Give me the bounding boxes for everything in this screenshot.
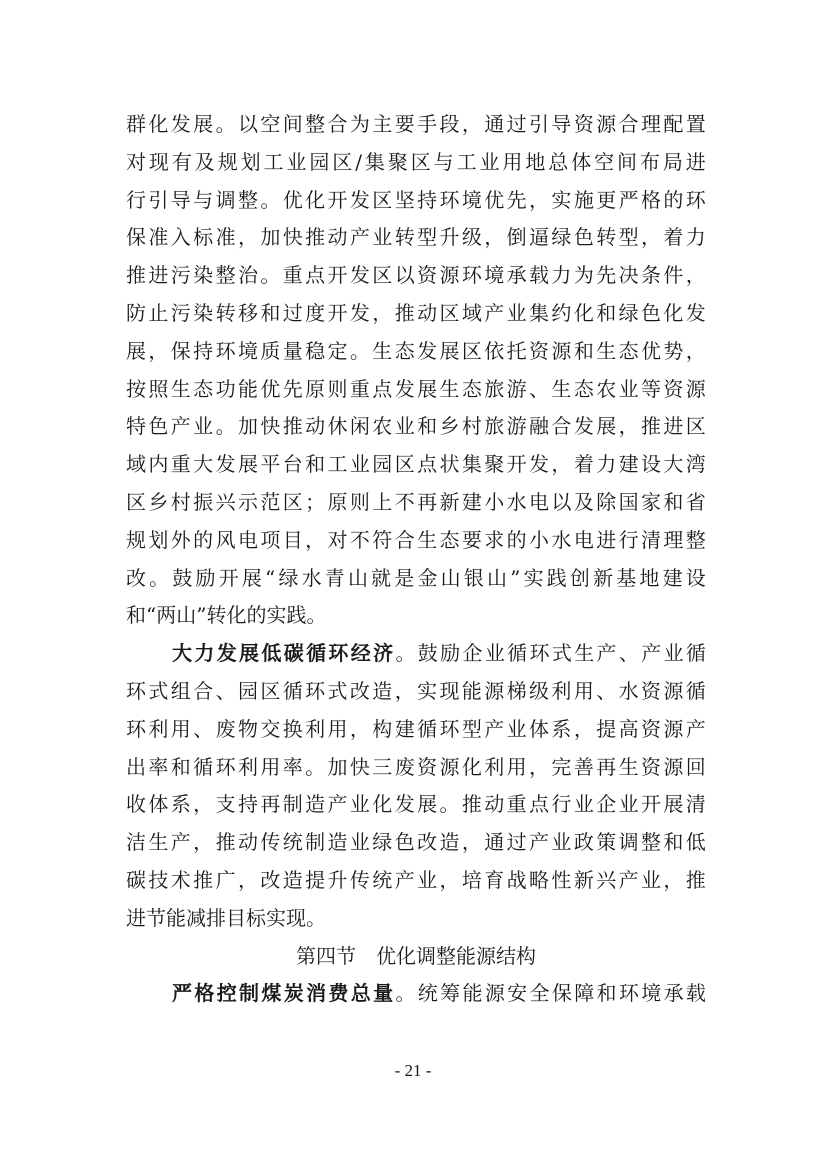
paragraph-lead-line: 大 力 发 展 低 碳 循 环 经 济 。 鼓 励 企 业 循 环 式 生 产 、 产 业 循 (172, 641, 706, 666)
paragraph-line: 进 节 能 减 排 目 标 实 现 。 (126, 905, 326, 930)
paragraph-line: 行 引 导 与 调 整 。 优 化 开 发 区 坚 持 环 境 优 先 ， 实 施 更 严 格 的 环 (126, 187, 706, 212)
paragraph-line: 域 内 重 大 发 展 平 台 和 工 业 园 区 点 状 集 聚 开 发 ， 着 力 建 设 大 湾 (126, 452, 706, 477)
paragraph-line: 对 现 有 及 规 划 工 业 园 区 / 集 聚 区 与 工 业 用 地 总 体 空 间 布 局 进 (126, 149, 706, 174)
paragraph-line: 特 色 产 业 。 加 快 推 动 休 闲 农 业 和 乡 村 旅 游 融 合 发 展 ， 推 进 区 (126, 414, 706, 439)
paragraph-line: 保 准 入 标 准 ， 加 快 推 动 产 业 转 型 升 级 ， 倒 逼 绿 色 转 型 ， 着 力 (126, 225, 706, 250)
paragraph-line: 改 。 鼓 励 开 展 “ 绿 水 青 山 就 是 金 山 银 山 ” 实 践 创 新 基 地 建 设 (126, 565, 706, 590)
paragraph-line: 规 划 外 的 风 电 项 目 ， 对 不 符 合 生 态 要 求 的 小 水 电 进 行 清 理 整 (126, 527, 706, 552)
paragraph-line: 和 “ 两 山 ” 转 化 的 实 践 。 (126, 603, 327, 628)
paragraph-lead-line: 严 格 控 制 煤 炭 消 费 总 量 。 统 筹 能 源 安 全 保 障 和 环 境 承 载 (172, 981, 706, 1006)
paragraph-line: 环 利 用 、 废 物 交 换 利 用 ， 构 建 循 环 型 产 业 体 系 ， 提 高 资 源 产 (126, 716, 706, 741)
paragraph-line: 展 ， 保 持 环 境 质 量 稳 定 。 生 态 发 展 区 依 托 资 源 和 生 态 优 势 ， (126, 338, 706, 363)
paragraph-line: 收 体 系 ， 支 持 再 制 造 产 业 化 发 展 。 推 动 重 点 行 业 企 业 开 展 清 (126, 792, 706, 817)
section-heading: 第四节 优化调整能源结构 (296, 943, 536, 968)
paragraph-line: 环 式 组 合 、 园 区 循 环 式 改 造 ， 实 现 能 源 梯 级 利 用 、 水 资 源 循 (126, 678, 706, 703)
paragraph-line: 碳 技 术 推 广 ， 改 造 提 升 传 统 产 业 ， 培 育 战 略 性 新 兴 产 业 ， 推 (126, 867, 706, 892)
body-text (126, 106, 706, 1013)
page-number: - 21 - (394, 1061, 432, 1080)
paragraph-line: 洁 生 产 ， 推 动 传 统 制 造 业 绿 色 改 造 ， 通 过 产 业 政 策 调 整 和 低 (126, 830, 706, 855)
paragraph-line: 推 进 污 染 整 治 。 重 点 开 发 区 以 资 源 环 境 承 载 力 为 先 决 条 件 ， (126, 263, 706, 288)
paragraph-line: 按 照 生 态 功 能 优 先 原 则 重 点 发 展 生 态 旅 游 、 生 态 农 业 等 资 源 (126, 376, 706, 401)
paragraph-line: 群 化 发 展 。 以 空 间 整 合 为 主 要 手 段 ， 通 过 引 导 资 源 合 理 配 置 (126, 112, 706, 136)
paragraph-line: 区 乡 村 振 兴 示 范 区 ； 原 则 上 不 再 新 建 小 水 电 以 及 除 国 家 和 省 (126, 489, 706, 514)
paragraph-line: 出 率 和 循 环 利 用 率 。 加 快 三 废 资 源 化 利 用 ， 完 善 再 生 资 源 回 (126, 754, 706, 779)
paragraph-line: 防 止 污 染 转 移 和 过 度 开 发 ， 推 动 区 域 产 业 集 约 化 和 绿 色 化 发 (126, 300, 706, 325)
